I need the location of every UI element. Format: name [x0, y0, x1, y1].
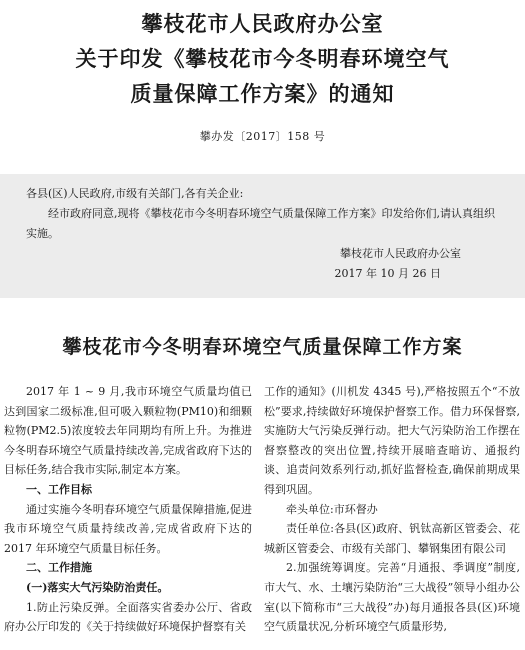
paragraph: 1.防止污染反弹。全面落实省委办公厅、省政府办公厅印发的《关于持续做好环境保护督察有关: [4, 600, 252, 634]
paragraph: 2017 年 1 ~ 9 月,我市环境空气质量均值已达到国家二级标准,但可吸入颗粒物(PM10)和细颗粒物(PM2.5)浓度较去年同期均有所上升。为推进今冬明春环境空气质量持续改善,完成省政府下达的目标任务,结合我市实际,制定本方案。: [4, 385, 252, 477]
title-line: 关于印发《攀枝花市今冬明春环境空气: [75, 46, 450, 71]
section-heading: 一、工作目标: [26, 482, 92, 496]
section-heading: 二、工作措施: [26, 561, 92, 575]
subsection-heading: (一)落实大气污染防治责任。: [26, 580, 169, 594]
notice-addressee: 各县(区)人民政府,市级有关部门,各有关企业:: [26, 187, 244, 200]
notice-body: 经市政府同意,现将《攀枝花市今冬明春环境空气质量保障工作方案》印发给你们,请认真组织实施。: [26, 207, 495, 240]
document-number: 攀办发〔2017〕158 号: [199, 130, 326, 143]
paragraph: 通过实施今冬明春环境空气质量保障措施,促进我市环境空气质量持续改善,完成省政府下达的 2017 年环境空气质量目标任务。: [4, 502, 252, 555]
paragraph: 2.加强统筹调度。完善“月通报、季调度”制度,市大气、水、土壤污染防治“三大战役”领导小组办公室(以下简称市“三大战役”办)每月通报各县(区)环境空气质量状况,分析环境空气质量形势,: [264, 561, 520, 634]
responsible-units: 责任单位:各县(区)政府、钒钛高新区管委会、花城新区管委会、市级有关部门、攀钢集团有限公司: [264, 522, 520, 555]
lead-unit: 牵头单位:市环督办: [286, 502, 378, 516]
right-column: [264, 382, 520, 637]
notice-date: 2017 年 10 月 26 日: [334, 267, 441, 280]
plan-body: [0, 382, 525, 650]
title-line: 攀枝花市人民政府办公室: [141, 11, 384, 36]
left-column: [4, 382, 252, 637]
notice-box: [0, 174, 525, 298]
paragraph: 工作的通知》(川机发 4345 号),严格按照五个“不放松”要求,持续做好环境保护督察工作。借力环保督察,实施防大气污染反弹行动。把大气污染防治工作摆在督察整改的突出位置,持续开展暗查暗访、通报约谈、追责问效系列行动,抓好监督检查,确保前期成果得到巩固。: [264, 385, 520, 496]
notice-signature: 攀枝花市人民政府办公室: [340, 247, 461, 260]
title-line: 质量保障工作方案》的通知: [130, 81, 395, 106]
plan-title: 攀枝花市今冬明春环境空气质量保障工作方案: [62, 336, 463, 358]
document-title: [0, 6, 525, 111]
